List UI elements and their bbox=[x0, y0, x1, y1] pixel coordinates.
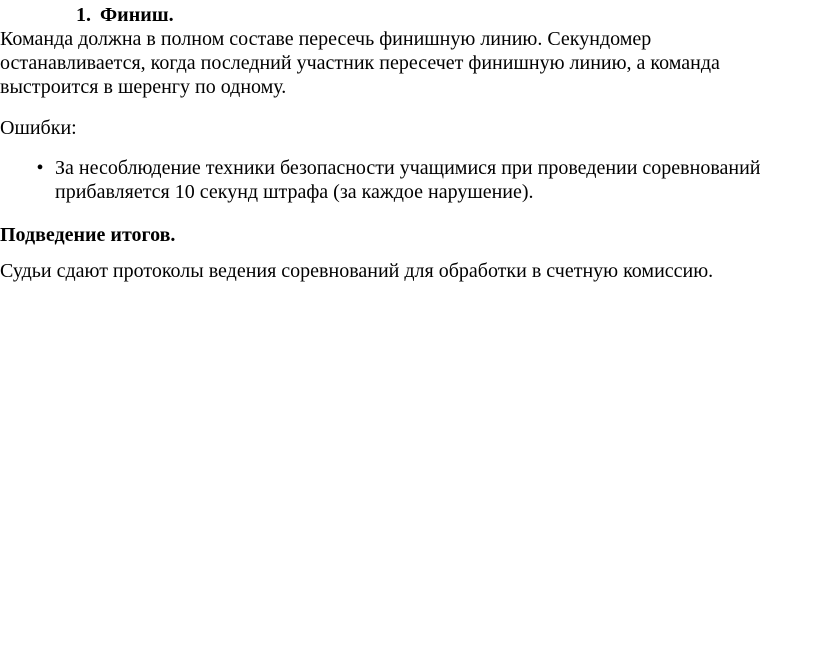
paragraph-line: останавливается, когда последний участник пересечет финишную линию, а команда bbox=[0, 52, 720, 74]
bullet-text bbox=[55, 156, 761, 204]
summary-text: Судьи сдают протоколы ведения соревнований для обработки в счетную комиссию. bbox=[0, 260, 714, 282]
paragraph-line: Команда должна в полном составе пересечь финишную линию. Секундомер bbox=[0, 28, 652, 50]
bullet-line: За несоблюдение техники безопасности учащимися при проведении соревнований bbox=[55, 157, 761, 179]
section-title: Финиш. bbox=[100, 4, 174, 26]
section-heading bbox=[76, 3, 174, 27]
section-number: 1. bbox=[76, 4, 91, 26]
errors-label: Ошибки: bbox=[0, 117, 77, 139]
bullet-line: прибавляется 10 секунд штрафа (за каждое нарушение). bbox=[55, 181, 534, 203]
bullet-dot-icon: • bbox=[36, 157, 44, 179]
finish-paragraph bbox=[0, 27, 816, 99]
paragraph-line: выстроится в шеренгу по одному. bbox=[0, 76, 287, 98]
summary-heading: Подведение итогов. bbox=[0, 224, 176, 246]
